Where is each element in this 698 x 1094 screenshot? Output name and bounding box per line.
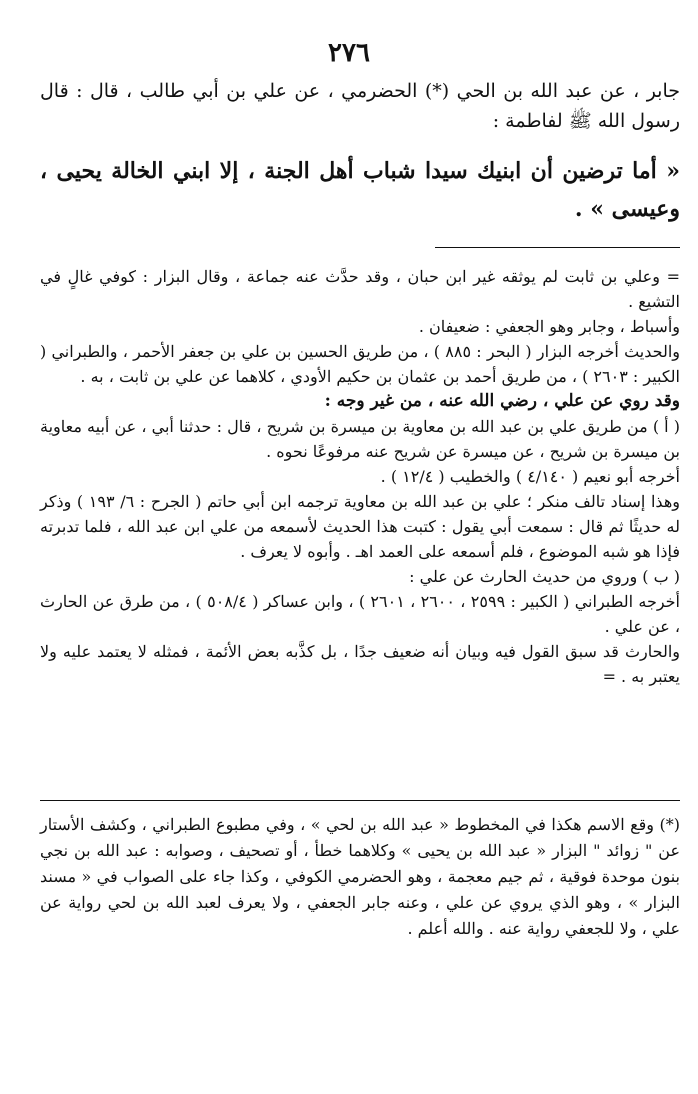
note-paragraph: والحديث أخرجه البزار ( البحر : ٨٨٥ ) ، من طريق الحسين بن علي بن جعفر الأحمر ، والطبراني ( الكبير : ٢٦٠٣ ) ، من طريق أحمد بن عثمان بن حكيم الأودي ، كلاهما عن علي بن ثابت ، به .: [40, 342, 681, 386]
footnote-text: (*) وقع الاسم هكذا في المخطوط « عبد الله بن لحي » ، وفي مطبوع الطبراني ، وكشف الأستار عن " زوائد " البزار « عبد الله بن يحيى » وكلاهما خطأ ، أو تصحيف ، وصوابه : عبد الله بن نجي بنون موحدة فوقية ، ثم جيم معجمة ، وهو الحضرمي الكوفي ، وكذا جاء على الصواب في « مسند البزار » ، وهو الذي يروي عن علي ، وعنه جابر الجعفي ، ولا يعرف لعبد الله بن لحي رواية عن علي ، ولا للجعفي رواية عنه . والله أعلم .: [40, 815, 681, 938]
footnote-divider: [40, 800, 680, 801]
note-paragraph: = وعلي بن ثابت لم يوثقه غير ابن حبان ، وقد حدَّث عنه جماعة ، وقال البزار : كوفي غالٍ في التشيع .: [40, 267, 680, 311]
notes-section: [40, 264, 680, 689]
note-paragraph: ( ب ) وروي من حديث الحارث عن علي :: [409, 567, 680, 586]
page-number: ٢٧٦: [328, 38, 370, 68]
note-paragraph: وأسباط ، وجابر وهو الجعفي : ضعيفان .: [418, 317, 680, 336]
main-text: جابر ، عن عبد الله بن الحي (*) الحضرمي ، عن علي بن أبي طالب ، قال : قال رسول الله ﷺ لفاطمة :: [40, 80, 680, 132]
notes-divider: [435, 247, 680, 248]
note-paragraph: ( أ ) من طريق علي بن عبد الله بن معاوية بن ميسرة بن شريح ، قال : حدثنا أبي ، عن أبيه معاوية بن ميسرة بن شريح ، عن ميسرة عن شريح عنه مرفوعًا نحوه .: [40, 417, 680, 461]
footnote: [40, 812, 680, 942]
note-paragraph: والحارث قد سبق القول فيه وبيان أنه ضعيف جدًا ، بل كذَّبه بعض الأئمة ، فمثله لا يعتمد عليه ولا يعتبر به . =: [40, 642, 680, 686]
note-paragraph: وهذا إسناد تالف منكر ؛ علي بن عبد الله بن معاوية ترجمه ابن أبي حاتم ( الجرح : ٦/ ١٩٣ ) وذكر له حديثًا ثم قال : سمعت أبي يقول : كتبت هذا الحديث لأسمعه من علي ابن عبد الله ، فلما تدبرته فإذا هو شبه الموضوع ، فلم أسمعه على العمد اهـ . وأبوه لا يعرف .: [40, 492, 680, 561]
note-paragraph: أخرجه أبو نعيم ( ٤/١٤٠ ) والخطيب ( ١٢/٤ ) .: [380, 467, 680, 486]
note-heading: وقد روي عن علي ، رضي الله عنه ، من غير وجه :: [324, 391, 680, 411]
hadith-text: « أما ترضين أن ابنيك سيدا شباب أهل الجنة ، إلا ابني الخالة يحيى ، وعيسى » .: [40, 158, 680, 222]
note-paragraph: أخرجه الطبراني ( الكبير : ٢٥٩٩ ، ٢٦٠٠ ، ٢٦٠١ ) ، وابن عساكر ( ٥٠٨/٤ ) ، من طرق عن الحارث ، عن علي .: [40, 592, 681, 636]
